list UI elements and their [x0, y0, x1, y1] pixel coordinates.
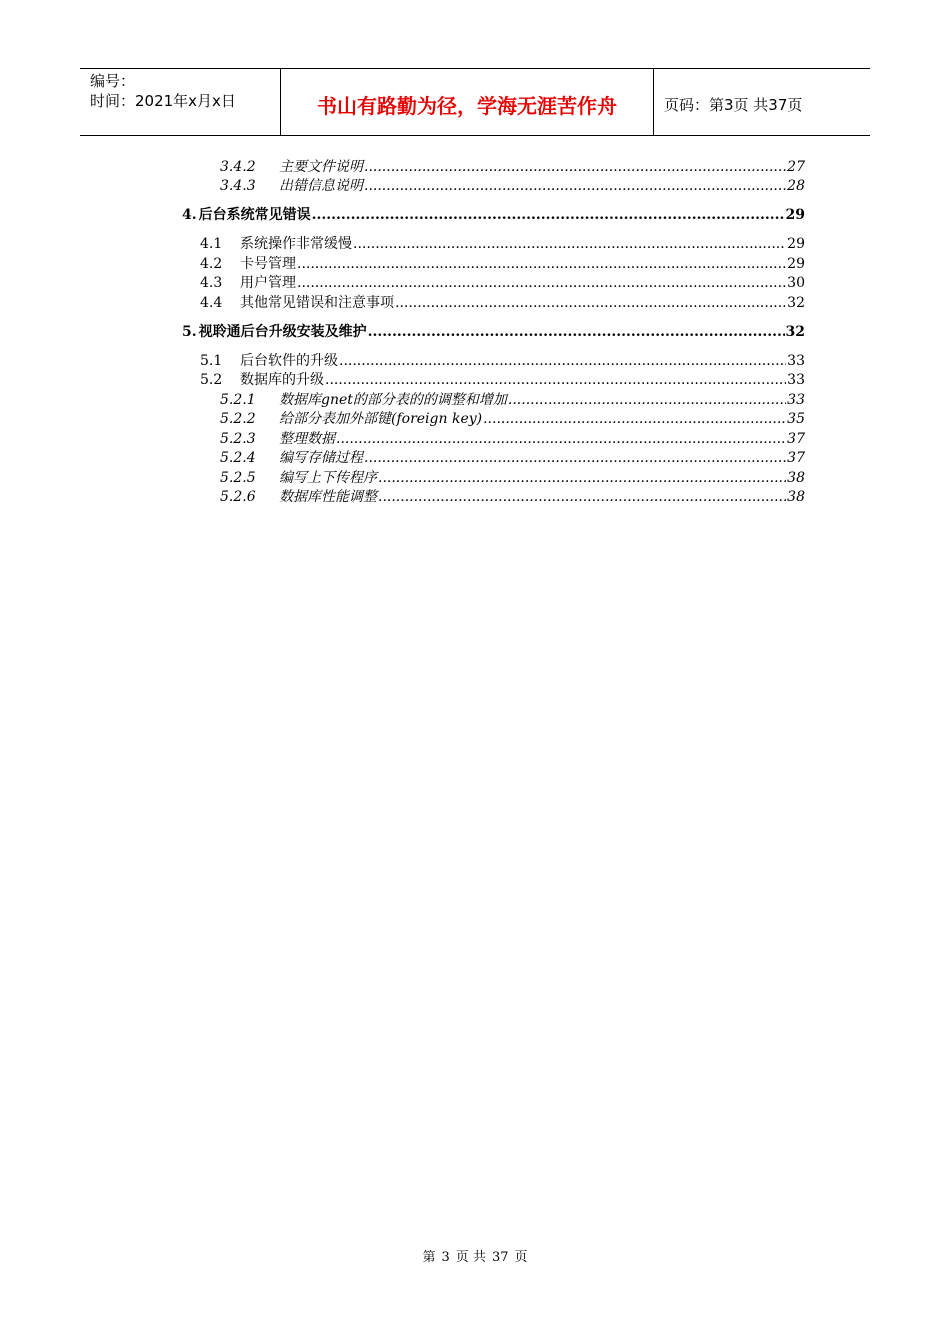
toc-entry-number: 5.2.4: [220, 450, 256, 466]
header-page-info: 页码：第3页 共37页: [664, 95, 803, 114]
toc-entry-page: 37: [787, 431, 805, 447]
toc-entry-title: 数据库性能调整: [279, 489, 377, 505]
footer-total-pages: 37: [491, 1250, 509, 1265]
toc-entry[interactable]: [220, 177, 805, 196]
toc-entry[interactable]: [220, 410, 805, 429]
page-footer: [0, 1246, 950, 1265]
toc-entry-page: 32: [787, 295, 805, 311]
toc-entry[interactable]: [200, 371, 805, 390]
toc-leader-dots: [368, 323, 785, 342]
toc-entry-number: 5.2.1: [220, 392, 256, 408]
toc-entry[interactable]: [220, 469, 805, 488]
toc-entry-page: 38: [787, 470, 805, 486]
toc-entry[interactable]: [200, 235, 805, 254]
toc-leader-dots: [395, 294, 786, 313]
footer-prefix: 第: [422, 1250, 436, 1265]
toc-leader-dots: [508, 391, 786, 410]
toc-entry-number: 3.4.2: [220, 159, 256, 175]
toc-leader-dots: [378, 469, 786, 488]
toc-entry[interactable]: [182, 323, 805, 342]
toc-entry-number: 5.2.2: [220, 411, 256, 427]
toc-leader-dots: [336, 430, 786, 449]
toc-entry[interactable]: [200, 255, 805, 274]
toc-leader-dots: [364, 449, 786, 468]
toc-entry-page: 29: [787, 236, 805, 252]
toc-entry[interactable]: [220, 430, 805, 449]
toc-leader-dots: [378, 488, 786, 507]
toc-entry-number: 4.4: [200, 295, 223, 311]
toc-entry-page: 37: [787, 450, 805, 466]
toc-entry-number: 3.4.3: [220, 178, 256, 194]
toc-entry-page: 33: [787, 353, 805, 369]
toc-entry-page: 29: [785, 207, 805, 223]
header-motto: 书山有路勤为径，学海无涯苦作舟: [281, 69, 654, 135]
toc-entry-number: 4.: [182, 207, 197, 223]
toc-entry-page: 33: [787, 372, 805, 388]
toc-entry[interactable]: [220, 488, 805, 507]
toc-entry-title: 给部分表加外部键(foreign key): [279, 411, 483, 427]
toc-entry[interactable]: [200, 274, 805, 293]
toc-entry[interactable]: [220, 391, 805, 410]
toc-leader-dots: [312, 206, 785, 225]
toc-entry-title: 视聆通后台升级安装及维护: [198, 324, 367, 340]
toc-entry[interactable]: [182, 206, 805, 225]
toc-entry-title: 卡号管理: [240, 256, 296, 272]
toc-entry-page: 30: [787, 275, 805, 291]
toc-entry-number: 5.: [182, 324, 197, 340]
toc-entry[interactable]: [200, 352, 805, 371]
toc-entry-title: 系统操作非常缓慢: [240, 236, 352, 252]
toc-entry-number: 4.1: [200, 236, 223, 252]
toc-leader-dots: [325, 371, 786, 390]
toc-entry-title: 后台软件的升级: [240, 353, 338, 369]
toc-entry-number: 5.2.5: [220, 470, 256, 486]
toc-entry-page: 35: [787, 411, 805, 427]
toc-leader-dots: [483, 410, 786, 429]
toc-entry-title: 数据库的升级: [240, 372, 324, 388]
toc-entry-title: 整理数据: [279, 431, 335, 447]
toc-leader-dots: [297, 274, 786, 293]
toc-entry-page: 29: [787, 256, 805, 272]
footer-mid: 页 共: [455, 1250, 486, 1265]
toc-entry-title: 出错信息说明: [279, 178, 363, 194]
number-label: 编号：: [90, 72, 136, 90]
toc-entry-number: 5.2.6: [220, 489, 256, 505]
toc-entry-page: 38: [787, 489, 805, 505]
footer-suffix: 页: [514, 1250, 528, 1265]
toc-entry-title: 数据库gnet的部分表的的调整和增加: [279, 392, 507, 408]
toc-leader-dots: [364, 158, 786, 177]
toc-entry[interactable]: [220, 449, 805, 468]
toc-entry-page: 33: [787, 392, 805, 408]
toc-entry-title: 编写存储过程: [279, 450, 363, 466]
toc-entry-page: 28: [787, 178, 805, 194]
toc-entry-number: 5.2.3: [220, 431, 256, 447]
footer-current-page: 3: [441, 1250, 450, 1265]
date-label: 时间：2021年x月x日: [90, 92, 236, 110]
toc-entry-page: 32: [785, 324, 805, 340]
toc-entry-title: 其他常见错误和注意事项: [240, 295, 394, 311]
toc-entry-page: 27: [787, 159, 805, 175]
toc-leader-dots: [297, 255, 786, 274]
toc-entry-number: 5.2: [200, 372, 223, 388]
toc-entry-title: 主要文件说明: [279, 159, 363, 175]
toc-leader-dots: [353, 235, 786, 254]
toc-entry[interactable]: [200, 294, 805, 313]
toc-entry[interactable]: [220, 158, 805, 177]
toc-entry-number: 4.2: [200, 256, 223, 272]
toc-leader-dots: [364, 177, 786, 196]
toc-leader-dots: [339, 352, 786, 371]
toc-entry-title: 用户管理: [240, 275, 296, 291]
toc-entry-title: 后台系统常见错误: [198, 207, 311, 223]
toc-entry-number: 5.1: [200, 353, 223, 369]
toc-entry-number: 4.3: [200, 275, 223, 291]
toc-entry-title: 编写上下传程序: [279, 470, 377, 486]
